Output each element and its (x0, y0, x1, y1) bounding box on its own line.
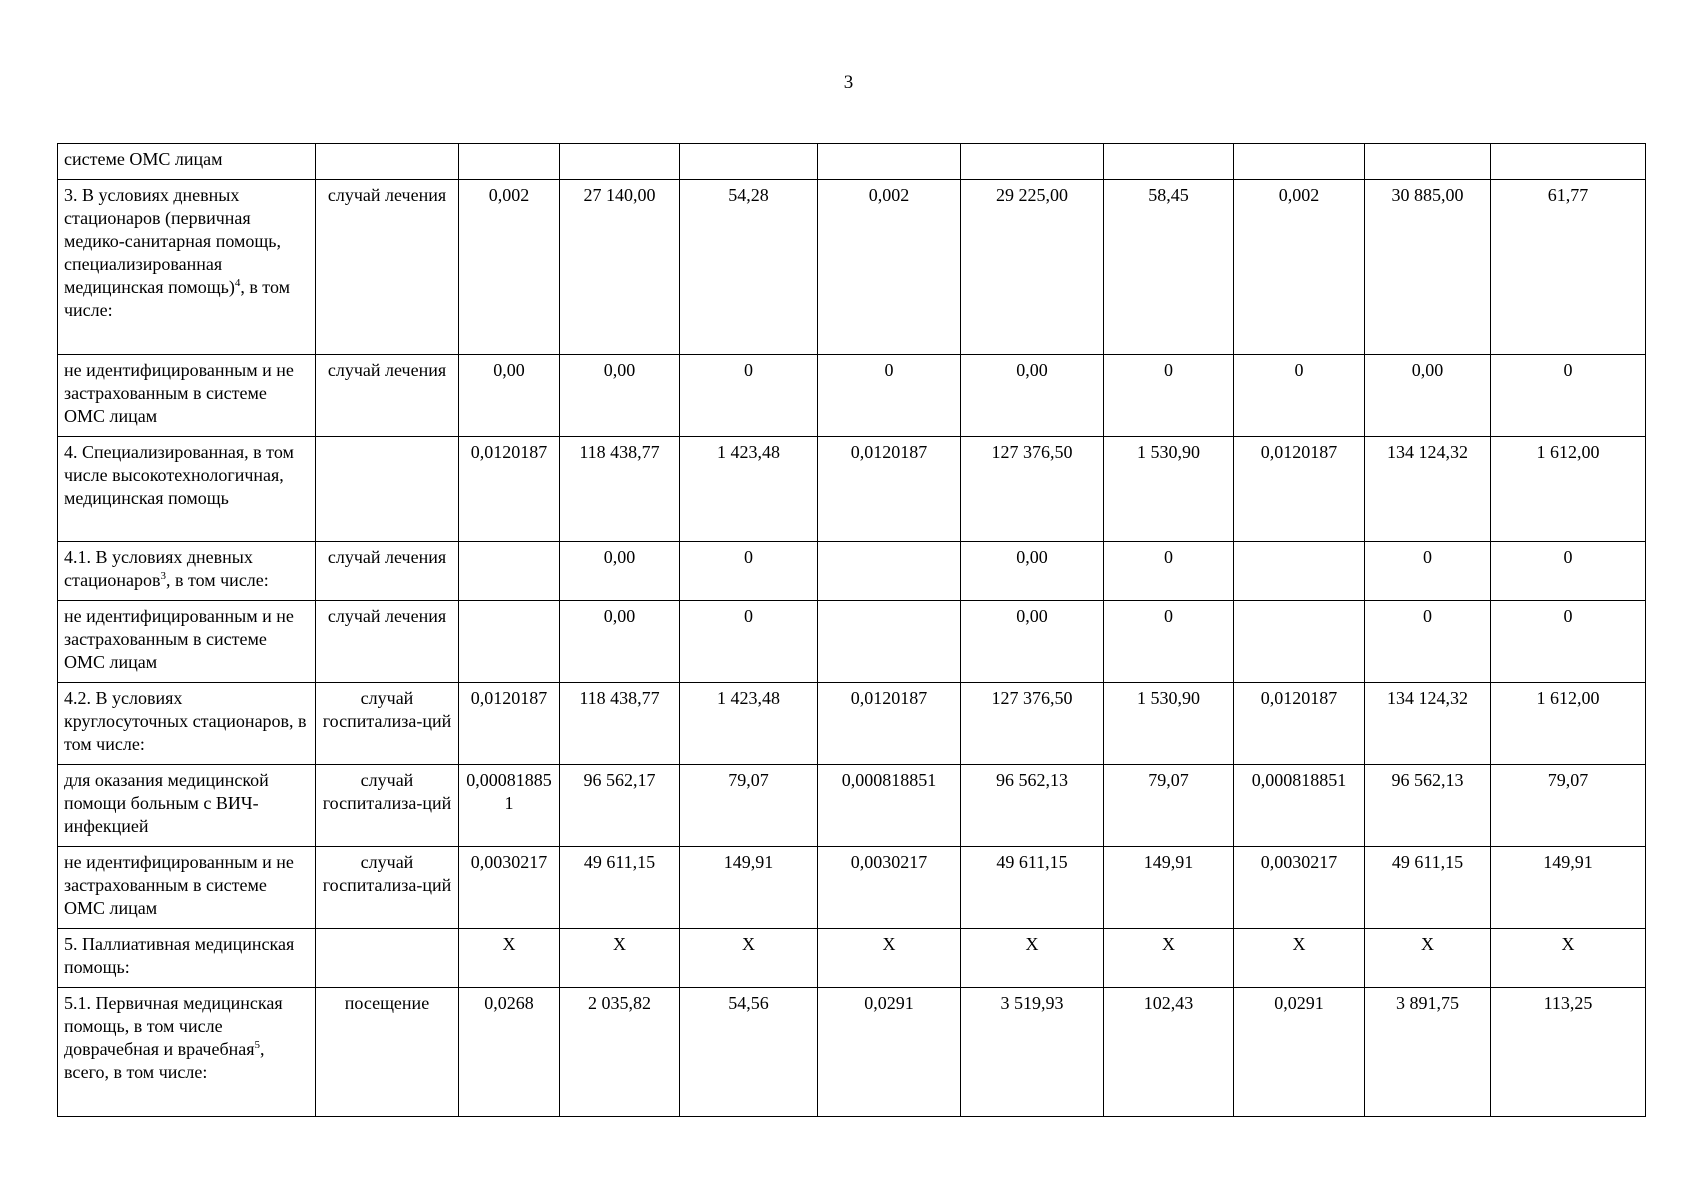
value-cell: X (961, 929, 1104, 988)
value-cell: 0,0291 (818, 988, 961, 1117)
value-cell: 0,00 (560, 601, 680, 683)
value-cell: 0,0120187 (459, 683, 560, 765)
row-name-cell (58, 542, 316, 601)
value-cell: 79,07 (1104, 765, 1234, 847)
value-cell: 0 (818, 355, 961, 437)
unit-cell (316, 929, 459, 988)
value-cell: 96 562,13 (961, 765, 1104, 847)
value-cell: 0,0030217 (459, 847, 560, 929)
row-name-cell (58, 180, 316, 355)
value-cell (459, 542, 560, 601)
row-name-cell (58, 683, 316, 765)
footnote-ref: 4 (234, 277, 241, 289)
value-cell (818, 542, 961, 601)
row-name-cell (58, 355, 316, 437)
value-cell: 0,00 (560, 355, 680, 437)
row-name-cell (58, 847, 316, 929)
value-cell: 118 438,77 (560, 437, 680, 542)
value-cell: 149,91 (680, 847, 818, 929)
value-cell: 0,00 (961, 601, 1104, 683)
row-name: 3. В условиях дневных стационаров (первичная медико-санитарная помощь, специализированная медицинская помощь) (64, 185, 281, 297)
value-cell: 0,00 (1365, 355, 1491, 437)
value-cell: X (1491, 929, 1646, 988)
value-cell: 0,0120187 (818, 683, 961, 765)
row-name: 4. Специализированная, в том числе высокотехнологичная, медицинская помощь (64, 442, 294, 508)
value-cell (1234, 144, 1365, 180)
table-row (58, 601, 1646, 683)
row-name-cell (58, 929, 316, 988)
table-row (58, 542, 1646, 601)
value-cell: 1 423,48 (680, 683, 818, 765)
row-name-tail: , в том числе: (64, 277, 290, 320)
value-cell: 61,77 (1491, 180, 1646, 355)
value-cell (459, 144, 560, 180)
value-cell: 0,0030217 (1234, 847, 1365, 929)
table-row (58, 988, 1646, 1117)
value-cell: 1 530,90 (1104, 683, 1234, 765)
value-cell: 2 035,82 (560, 988, 680, 1117)
table-row (58, 437, 1646, 542)
row-name: не идентифицированным и не застрахованным в системе ОМС лицам (64, 606, 294, 672)
value-cell: 27 140,00 (560, 180, 680, 355)
value-cell: 0 (680, 601, 818, 683)
unit-cell (316, 437, 459, 542)
value-cell: X (560, 929, 680, 988)
row-name: 4.1. В условиях дневных стационаров (64, 547, 253, 590)
value-cell (560, 144, 680, 180)
row-name: не идентифицированным и не застрахованным в системе ОМС лицам (64, 360, 294, 426)
value-cell: 0 (1365, 542, 1491, 601)
value-cell: X (1365, 929, 1491, 988)
value-cell (459, 601, 560, 683)
value-cell: 0,0268 (459, 988, 560, 1117)
value-cell: X (1104, 929, 1234, 988)
value-cell: 0,00 (560, 542, 680, 601)
value-cell: 0 (1491, 542, 1646, 601)
row-name-cell (58, 988, 316, 1117)
value-cell: 149,91 (1491, 847, 1646, 929)
value-cell (818, 601, 961, 683)
unit-cell: случай госпитализа-ций (316, 765, 459, 847)
footnote-ref: 3 (160, 570, 166, 582)
value-cell: 0,002 (1234, 180, 1365, 355)
value-cell: 49 611,15 (961, 847, 1104, 929)
financing-table (57, 143, 1646, 1117)
row-name-tail: , в том числе: (165, 570, 269, 590)
value-cell: 96 562,13 (1365, 765, 1491, 847)
value-cell: 54,56 (680, 988, 818, 1117)
value-cell: 0,0120187 (1234, 683, 1365, 765)
value-cell: 127 376,50 (961, 437, 1104, 542)
value-cell (1365, 144, 1491, 180)
value-cell: 0,0120187 (1234, 437, 1365, 542)
value-cell: 113,25 (1491, 988, 1646, 1117)
value-cell: X (1234, 929, 1365, 988)
value-cell (818, 144, 961, 180)
unit-cell: случай госпитализа-ций (316, 683, 459, 765)
value-cell (1491, 144, 1646, 180)
value-cell: 134 124,32 (1365, 437, 1491, 542)
row-name: не идентифицированным и не застрахованным в системе ОМС лицам (64, 852, 294, 918)
value-cell (961, 144, 1104, 180)
value-cell: 0 (1491, 355, 1646, 437)
value-cell: 30 885,00 (1365, 180, 1491, 355)
table-row (58, 765, 1646, 847)
value-cell: 0,0030217 (818, 847, 961, 929)
unit-cell: случай лечения (316, 180, 459, 355)
value-cell: 0,0120187 (459, 437, 560, 542)
unit-cell: случай госпитализа-ций (316, 847, 459, 929)
value-cell (1234, 601, 1365, 683)
value-cell (680, 144, 818, 180)
table-row (58, 144, 1646, 180)
value-cell: 134 124,32 (1365, 683, 1491, 765)
value-cell: 0 (1491, 601, 1646, 683)
value-cell: 96 562,17 (560, 765, 680, 847)
unit-cell (316, 144, 459, 180)
page-number: 3 (843, 72, 854, 93)
value-cell: 1 612,00 (1491, 683, 1646, 765)
value-cell: 0 (680, 355, 818, 437)
value-cell: 1 612,00 (1491, 437, 1646, 542)
value-cell: 79,07 (680, 765, 818, 847)
value-cell: 0 (1104, 601, 1234, 683)
row-name: 5.1. Первичная медицинская помощь, в том числе доврачебная и врачебная (64, 993, 283, 1059)
unit-cell: посещение (316, 988, 459, 1117)
table-row (58, 847, 1646, 929)
table-row (58, 683, 1646, 765)
table-row (58, 929, 1646, 988)
value-cell: 0 (680, 542, 818, 601)
table-row (58, 180, 1646, 355)
value-cell: 3 891,75 (1365, 988, 1491, 1117)
value-cell: X (459, 929, 560, 988)
value-cell: 0,00 (459, 355, 560, 437)
value-cell: X (680, 929, 818, 988)
value-cell: 54,28 (680, 180, 818, 355)
value-cell: 0 (1234, 355, 1365, 437)
value-cell: 58,45 (1104, 180, 1234, 355)
value-cell: 1 423,48 (680, 437, 818, 542)
value-cell (1234, 542, 1365, 601)
value-cell: 0,0120187 (818, 437, 961, 542)
value-cell: 0 (1104, 542, 1234, 601)
value-cell: 0 (1365, 601, 1491, 683)
row-name: 5. Паллиативная медицинская помощь: (64, 934, 295, 977)
value-cell: 0,002 (818, 180, 961, 355)
row-name: системе ОМС лицам (64, 149, 223, 169)
unit-cell: случай лечения (316, 601, 459, 683)
value-cell: 102,43 (1104, 988, 1234, 1117)
value-cell: 0,0291 (1234, 988, 1365, 1117)
row-name-cell (58, 437, 316, 542)
value-cell: 1 530,90 (1104, 437, 1234, 542)
row-name: для оказания медицинской помощи больным с ВИЧ-инфекцией (64, 770, 269, 836)
value-cell: 0 (1104, 355, 1234, 437)
value-cell: X (818, 929, 961, 988)
value-cell: 118 438,77 (560, 683, 680, 765)
unit-cell: случай лечения (316, 542, 459, 601)
value-cell: 0,00 (961, 355, 1104, 437)
value-cell: 29 225,00 (961, 180, 1104, 355)
value-cell: 3 519,93 (961, 988, 1104, 1117)
row-name-cell (58, 765, 316, 847)
row-name-tail: , всего, в том числе: (64, 1039, 265, 1082)
value-cell: 0,000818851 (1234, 765, 1365, 847)
value-cell: 49 611,15 (1365, 847, 1491, 929)
row-name: 4.2. В условиях круглосуточных стационаров, в том числе: (64, 688, 307, 754)
value-cell: 49 611,15 (560, 847, 680, 929)
unit-cell: случай лечения (316, 355, 459, 437)
value-cell: 0,00 (961, 542, 1104, 601)
value-cell (1104, 144, 1234, 180)
value-cell: 127 376,50 (961, 683, 1104, 765)
row-name-cell (58, 601, 316, 683)
row-name-cell (58, 144, 316, 180)
value-cell: 79,07 (1491, 765, 1646, 847)
table-row (58, 355, 1646, 437)
value-cell: 0,000818851 (459, 765, 560, 847)
footnote-ref: 5 (254, 1039, 261, 1051)
value-cell: 0,000818851 (818, 765, 961, 847)
value-cell: 149,91 (1104, 847, 1234, 929)
value-cell: 0,002 (459, 180, 560, 355)
